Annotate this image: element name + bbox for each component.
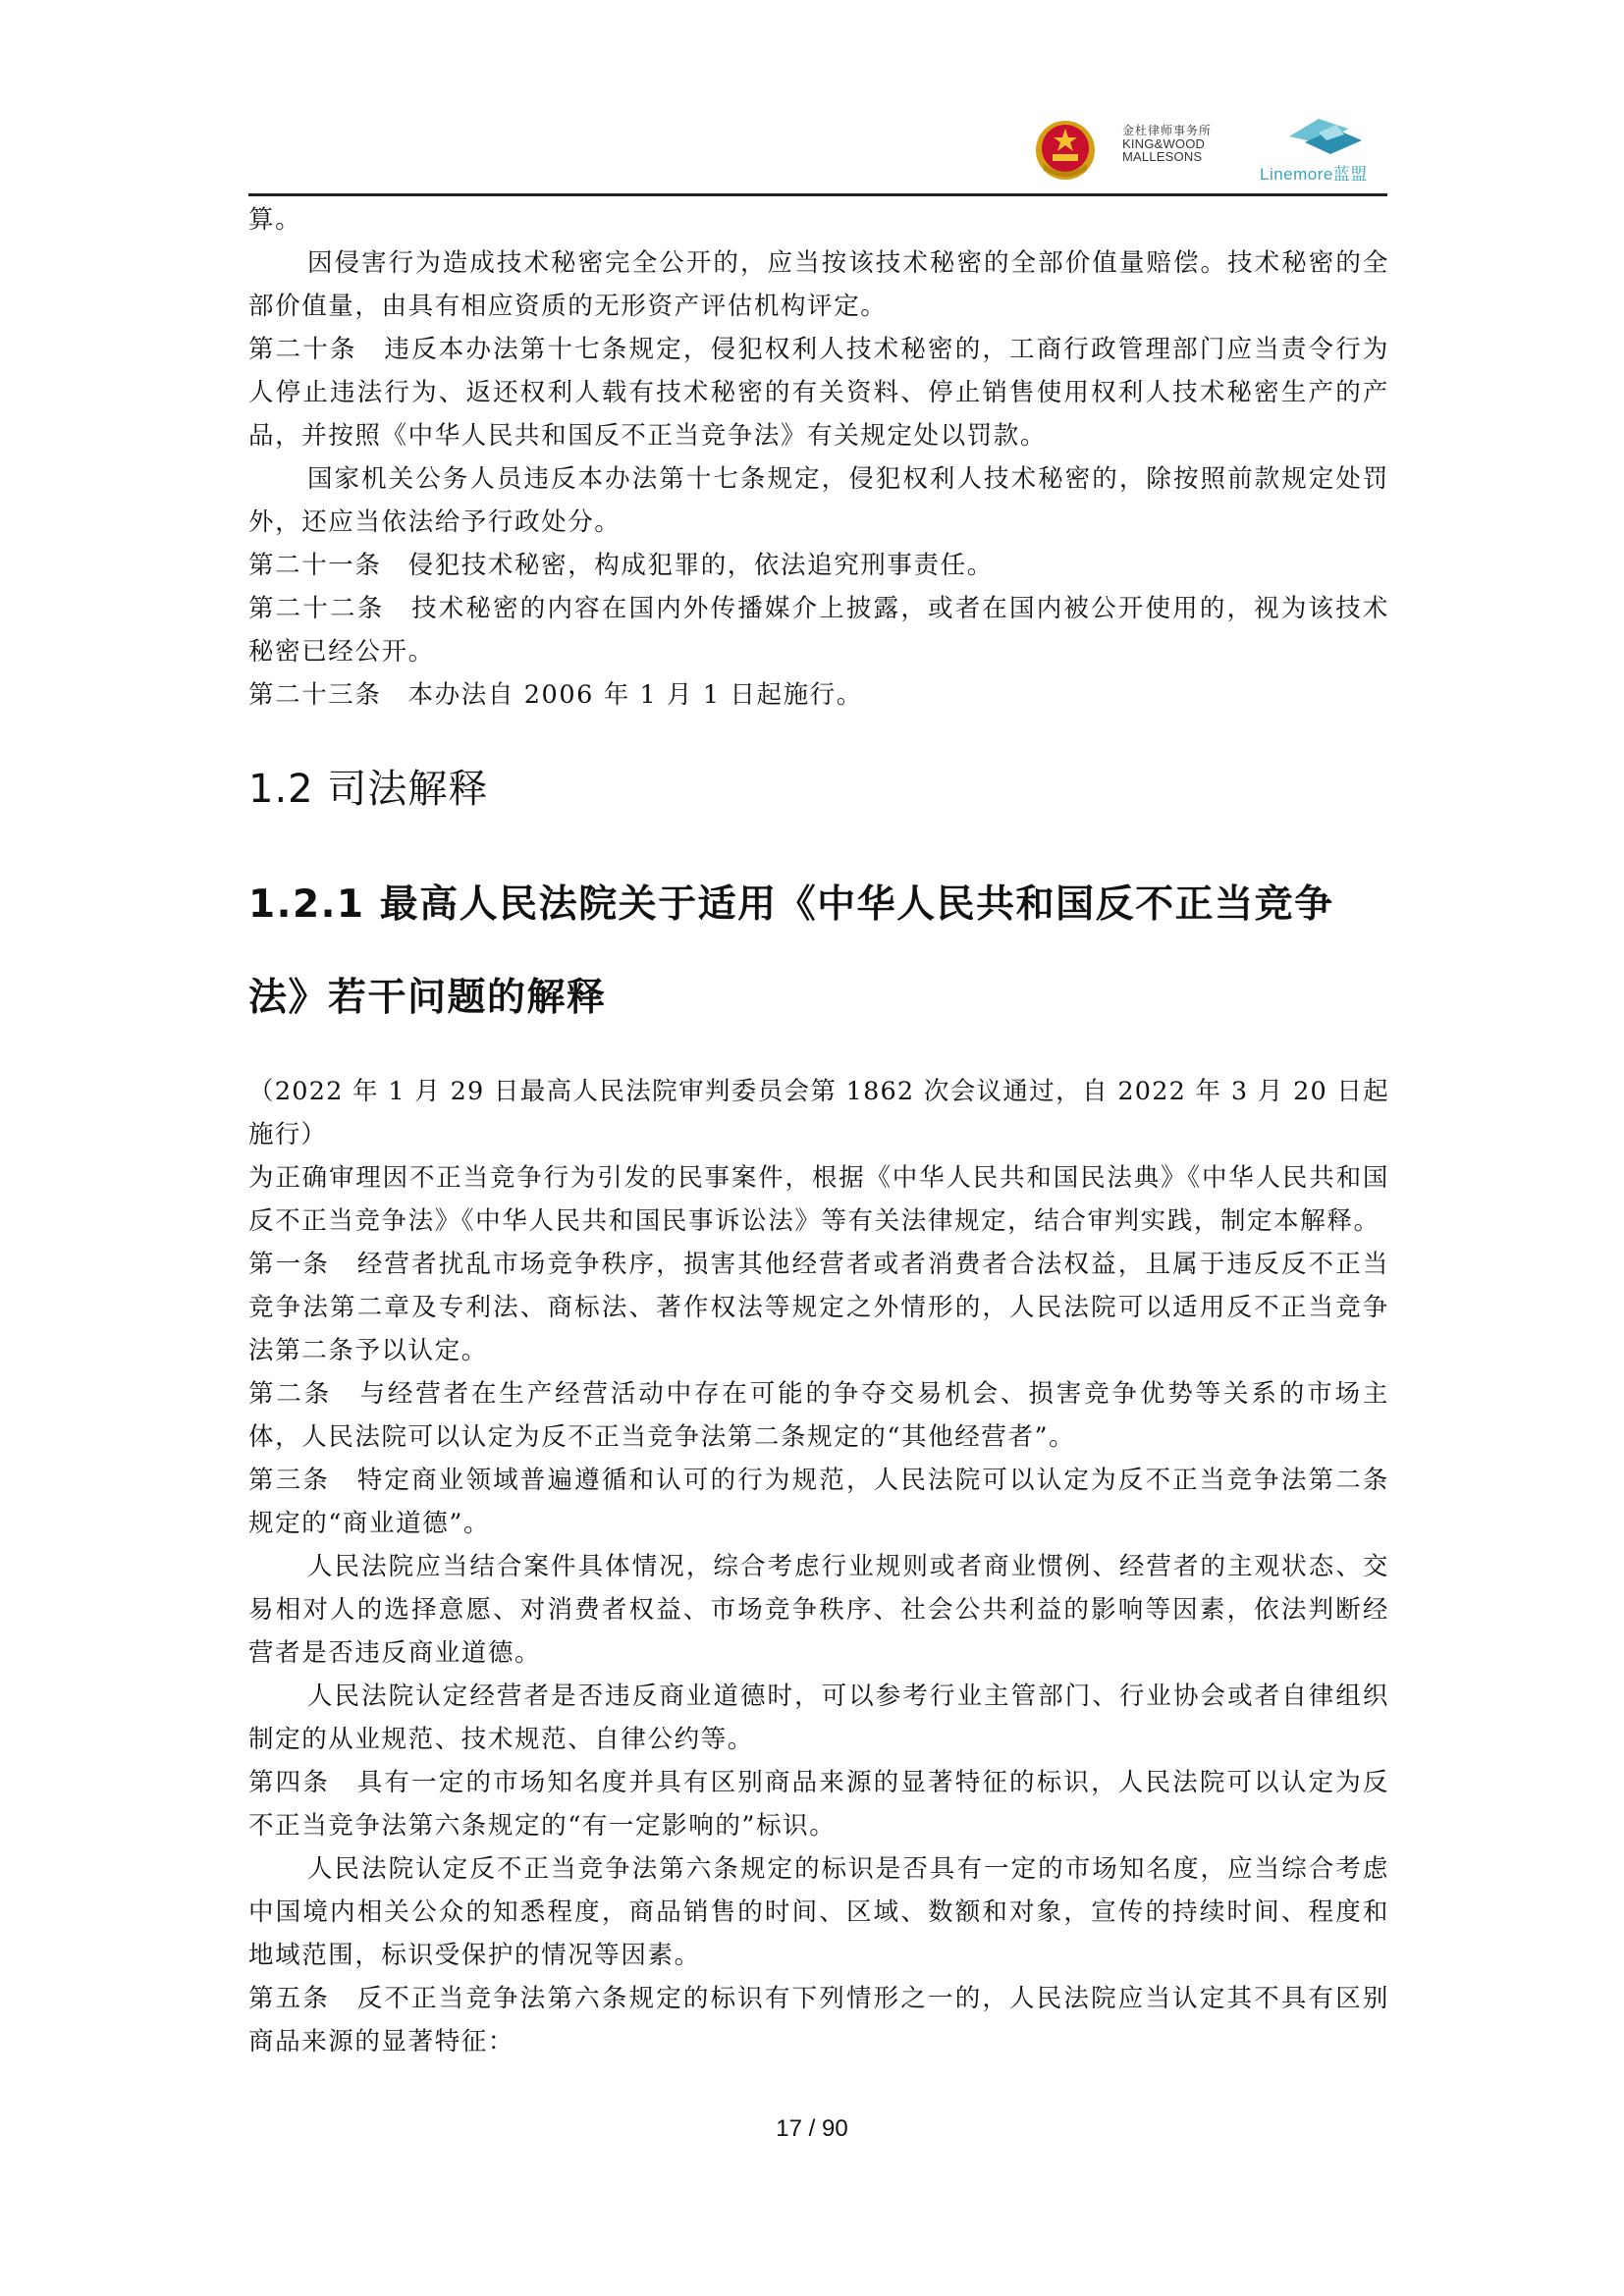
paragraph: 人民法院应当结合案件具体情况，综合考虑行业规则或者商业惯例、经营者的主观状态、交易相对人的选择意愿、对消费者权益、市场竞争秩序、社会公共利益的影响等因素，依法判断经营者是否违反商业道德。 (248, 1552, 1389, 1668)
paragraph: 为正确审理因不正当竞争行为引发的民事案件，根据《中华人民共和国民法典》《中华人民共和国反不正当竞争法》《中华人民共和国民事诉讼法》等有关法律规定，结合审判实践，制定本解释。 (248, 1163, 1389, 1236)
kwm-logo-chinese: 金杜律师事务所 (1122, 124, 1213, 137)
kwm-logo-line2: MALLESONS (1122, 149, 1203, 165)
paragraph: 人民法院认定经营者是否违反商业道德时，可以参考行业主管部门、行业协会或者自律组织制定的从业规范、技术规范、自律公约等。 (248, 1682, 1389, 1754)
article-paragraph: 第三条 特定商业领域普遍遵循和认可的行为规范，人民法院可以认定为反不正当竞争法第二条规定的“商业道德”。 (248, 1466, 1389, 1538)
article-paragraph: 第二条 与经营者在生产经营活动中存在可能的争夺交易机会、损害竞争优势等关系的市场主体，人民法院可以认定为反不正当竞争法第二条规定的“其他经营者”。 (248, 1379, 1389, 1452)
page-number: 17 / 90 (776, 2115, 848, 2142)
linemore-logo-icon (1279, 115, 1368, 160)
document-body (248, 198, 1389, 2063)
article-paragraph: 第二十条 违反本办法第十七条规定，侵犯权利人技术秘密的，工商行政管理部门应当责令行为人停止违法行为、返还权利人载有技术秘密的有关资料、停止销售使用权利人技术秘密生产的产品，并按照《中华人民共和国反不正当竞争法》有关规定处以罚款。 (248, 335, 1389, 451)
article-paragraph: 第二十一条 侵犯技术秘密，构成犯罪的，依法追究刑事责任。 (248, 551, 994, 580)
article-paragraph: 第四条 具有一定的市场知名度并具有区别商品来源的显著特征的标识，人民法院可以认定为反不正当竞争法第六条规定的“有一定影响的”标识。 (248, 1768, 1389, 1841)
section-heading: 1.2 司法解释 (248, 767, 489, 812)
article-paragraph: 第二十二条 技术秘密的内容在国内外传播媒介上披露，或者在国内被公开使用的，视为该技术秘密已经公开。 (248, 594, 1389, 667)
national-emblem-icon (1034, 119, 1097, 182)
page-header (248, 103, 1387, 196)
article-paragraph: 第二十三条 本办法自 2006 年 1 月 1 日起施行。 (248, 680, 863, 710)
paragraph: 因侵害行为造成技术秘密完全公开的，应当按该技术秘密的全部价值量赔偿。技术秘密的全部价值量，由具有相应资质的无形资产评估机构评定。 (248, 248, 1389, 321)
linemore-logo-text: Linemore蓝盟 (1260, 165, 1368, 184)
linemore-logo (1260, 115, 1387, 184)
kwm-logo-line1: KING&WOOD (1122, 135, 1206, 151)
article-paragraph: 第一条 经营者扰乱市场竞争秩序，损害其他经营者或者消费者合法权益，且属于违反反不正当竞争法第二章及专利法、商标法、著作权法等规定之外情形的，人民法院可以适用反不正当竞争法第二条予以认定。 (248, 1250, 1389, 1365)
adoption-note: （2022 年 1 月 29 日最高人民法院审判委员会第 1862 次会议通过，自 2022 年 3 月 20 日起施行） (248, 1077, 1389, 1149)
paragraph: 人民法院认定反不正当竞争法第六条规定的标识是否具有一定的市场知名度，应当综合考虑中国境内相关公众的知悉程度，商品销售的时间、区域、数额和对象，宣传的持续时间、程度和地域范围，标识受保护的情况等因素。 (248, 1854, 1389, 1970)
paragraph: 国家机关公务人员违反本办法第十七条规定，侵犯权利人技术秘密的，除按照前款规定处罚外，还应当依法给予行政处分。 (248, 464, 1389, 537)
kwm-logo (1122, 125, 1270, 164)
paragraph: 算。 (248, 205, 302, 235)
article-paragraph: 第五条 反不正当竞争法第六条规定的标识有下列情形之一的，人民法院应当认定其不具有区别商品来源的显著特征： (248, 1984, 1389, 2056)
subsection-heading: 1.2.1 最高人民法院关于适用《中华人民共和国反不正当竞争法》若干问题的解释 (248, 882, 1334, 1020)
